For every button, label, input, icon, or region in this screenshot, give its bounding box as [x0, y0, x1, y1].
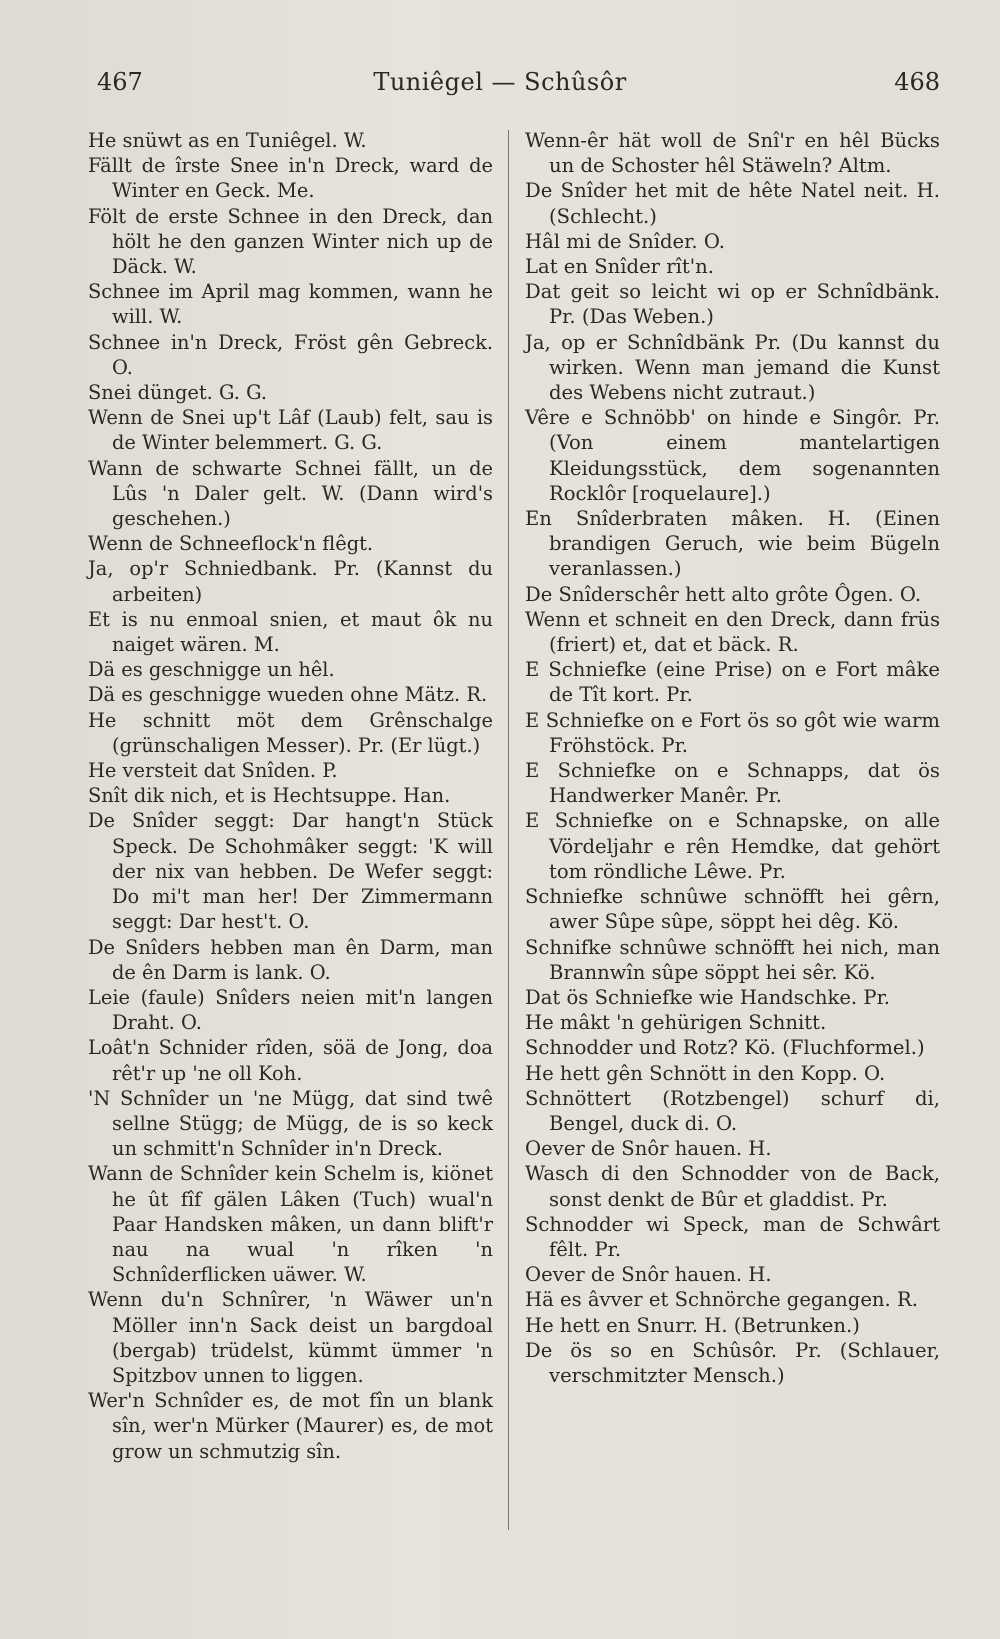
proverb-entry: He versteit dat Snîden. P. — [88, 759, 338, 783]
proverb-entry: Dä es geschnigge wueden ohne Mätz. R. — [88, 683, 488, 707]
proverb-entry: He mâkt 'n gehürigen Schnitt. — [525, 1011, 827, 1035]
proverb-entry: Fölt de erste Schnee in den Dreck, dan hölt he den ganzen Winter nich up de Däck. W. — [88, 204, 493, 279]
proverb-entry: 'N Schnîder un 'ne Mügg, dat sind twê sellne Stügg; de Mügg, de is so keck un schmitt'n Schnîder in'n Dreck. — [88, 1086, 493, 1161]
proverb-entry: Schnifke schnûwe schnöfft hei nich, man Brannwîn sûpe söppt hei sêr. Kö. — [525, 935, 940, 984]
proverb-entry: Loât'n Schnider rîden, söä de Jong, doa rêt'r up 'ne oll Koh. — [88, 1036, 493, 1085]
proverb-entry: Wenn-êr hät woll de Snî'r en hêl Bücks un de Schoster hêl Stäweln? Altm. — [525, 129, 940, 178]
proverb-entry: E Schniefke on e Schnapps, dat ös Handwerker Manêr. Pr. — [525, 759, 940, 808]
proverb-entry: Dat ös Schniefke wie Handschke. Pr. — [525, 985, 891, 1009]
proverb-entry: He snüwt as en Tuniêgel. W. — [88, 129, 367, 152]
proverb-entry: Fällt de îrste Snee in'n Dreck, ward de Winter en Geck. Me. — [88, 154, 493, 203]
proverb-entry: Schniefke schnûwe schnöfft hei gêrn, awer Sûpe sûpe, söppt hei dêg. Kö. — [525, 885, 940, 934]
proverb-entry: Vêre e Schnöbb' on hinde e Singôr. Pr. (Von einem mantelartigen Kleidungsstück, dem sogenannten Rocklôr [roquelaure].) — [525, 406, 940, 505]
right-column — [525, 128, 940, 1388]
proverb-entry: He hett gên Schnött in den Kopp. O. — [525, 1061, 886, 1085]
proverb-entry: Oever de Snôr hauen. H. — [525, 1263, 772, 1287]
proverb-entry: Wenn de Schneeflock'n flêgt. — [88, 532, 374, 556]
proverb-entry: Wenn et schneit en den Dreck, dann früs (friert) et, dat et bäck. R. — [525, 607, 940, 657]
proverb-entry: Et is nu enmoal snien, et maut ôk nu naiget wären. M. — [88, 607, 493, 657]
proverb-entry: He hett en Snurr. H. (Betrunken.) — [525, 1313, 860, 1337]
proverb-entry: E Schniefke on e Schnapske, on alle Vördeljahr e rên Hemdke, dat gehört tom röndliche Lêwe. Pr. — [525, 809, 940, 883]
page-header — [0, 68, 1000, 108]
proverb-entry: Schnöttert (Rotzbengel) schurf di, Bengel, duck di. O. — [525, 1086, 940, 1135]
proverb-entry: De Snîderschêr hett alto grôte Ôgen. O. — [525, 582, 922, 606]
proverb-entry: De Snîder seggt: Dar hangt'n Stück Speck. De Schohmâker seggt: 'K will der nix van hebben. De Wefer seggt: Do mi't man her! Der Zimmermann seggt: Dar hest't. O. — [88, 809, 493, 934]
proverb-entry: De ös so en Schûsôr. Pr. (Schlauer, verschmitzter Mensch.) — [525, 1338, 940, 1387]
proverb-entry: E Schniefke (eine Prise) on e Fort mâke de Tît kort. Pr. — [525, 658, 940, 707]
proverb-entry: Hâl mi de Snîder. O. — [525, 229, 725, 253]
page-number-right: 468 — [894, 68, 940, 96]
running-title: Tuniêgel — Schûsôr — [373, 68, 627, 96]
left-column — [88, 128, 493, 1464]
page-number-left: 467 — [97, 68, 143, 96]
column-divider — [508, 130, 509, 1530]
proverb-entry: E Schniefke on e Fort ös so gôt wie warm Fröhstöck. Pr. — [525, 708, 940, 757]
proverb-entry: De Snîders hebben man ên Darm, man de ên Darm is lank. O. — [88, 935, 493, 984]
proverb-entry: Wann de schwarte Schnei fällt, un de Lûs 'n Daler gelt. W. (Dann wird's geschehen.) — [88, 456, 493, 531]
proverb-entry: Ja, op er Schnîdbänk Pr. (Du kannst du wirken. Wenn man jemand die Kunst des Webens nicht zutraut.) — [525, 330, 940, 405]
proverb-entry: Snît dik nich, et is Hechtsuppe. Han. — [88, 784, 451, 808]
proverb-entry: Hä es âvver et Schnörche gegangen. R. — [525, 1288, 918, 1312]
proverb-entry: En Snîderbraten mâken. H. (Einen brandigen Geruch, wie beim Bügeln veranlassen.) — [525, 507, 940, 581]
proverb-entry: Schnodder und Rotz? Kö. (Fluchformel.) — [525, 1036, 925, 1060]
proverb-entry: Wasch di den Schnodder von de Back, sonst denkt de Bûr et gladdist. Pr. — [525, 1162, 940, 1211]
proverb-entry: Dä es geschnigge un hêl. — [88, 658, 335, 682]
proverb-entry: Oever de Snôr hauen. H. — [525, 1137, 772, 1161]
proverb-entry: Lat en Snîder rît'n. — [525, 255, 715, 279]
proverb-entry: Dat geit so leicht wi op er Schnîdbänk. Pr. (Das Weben.) — [525, 280, 940, 329]
proverb-entry: Wenn du'n Schnîrer, 'n Wäwer un'n Möller inn'n Sack deist un bargdoal (bergab) trüdelst, kümmt ümmer 'n Spitzbov unnen to liggen. — [88, 1288, 493, 1387]
proverb-entry: De Snîder het mit de hête Natel neit. H. (Schlecht.) — [525, 179, 940, 228]
proverb-entry: Leie (faule) Snîders neien mit'n langen Draht. O. — [88, 985, 493, 1035]
proverb-entry: Wann de Schnîder kein Schelm is, kiönet he ût fîf gälen Lâken (Tuch) wual'n Paar Handsken mâken, un dann blift'r nau na wual 'n rîken 'n Schnîderflicken uäwer. W. — [88, 1162, 493, 1287]
proverb-entry: Schnee im April mag kommen, wann he will. W. — [88, 280, 493, 329]
proverb-entry: Schnodder wi Speck, man de Schwârt fêlt. Pr. — [525, 1212, 940, 1261]
proverb-entry: Snei dünget. G. G. — [88, 381, 268, 405]
proverb-entry: Schnee in'n Dreck, Fröst gên Gebreck. O. — [88, 330, 493, 379]
proverb-entry: Wer'n Schnîder es, de mot fîn un blank sîn, wer'n Mürker (Maurer) es, de mot grow un schmutzig sîn. — [88, 1389, 493, 1463]
proverb-entry: Ja, op'r Schniedbank. Pr. (Kannst du arbeiten) — [88, 557, 493, 606]
proverb-entry: Wenn de Snei up't Lâf (Laub) felt, sau is de Winter belemmert. G. G. — [88, 406, 493, 455]
proverb-entry: He schnitt möt dem Grênschalge (grünschaligen Messer). Pr. (Er lügt.) — [88, 708, 493, 757]
